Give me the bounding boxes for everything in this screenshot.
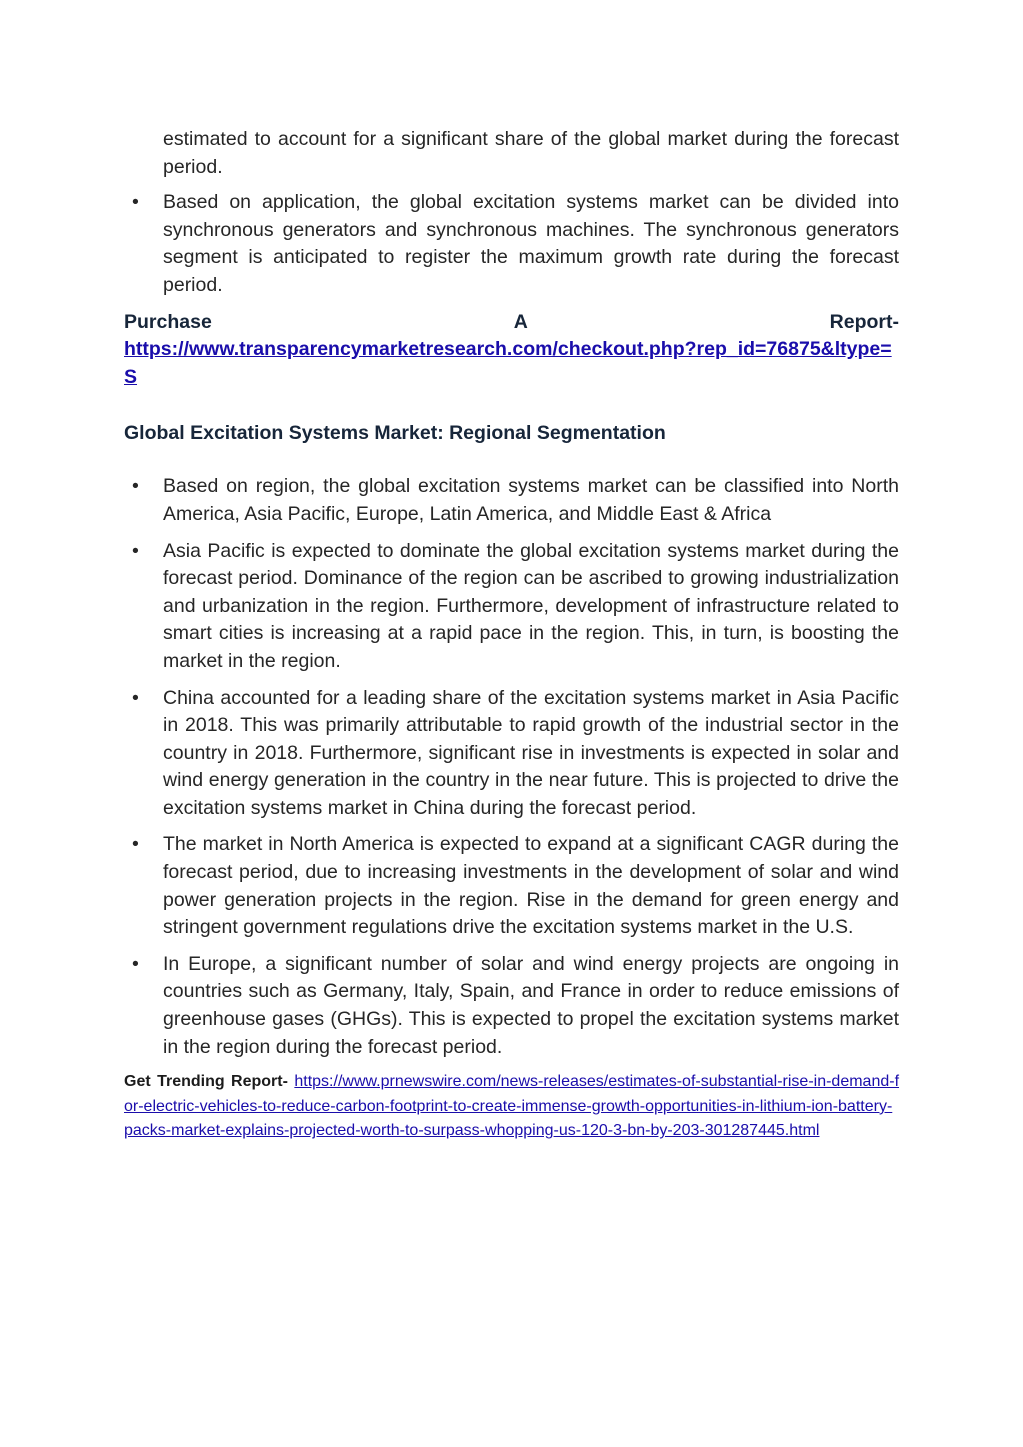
list-item — [124, 473, 899, 528]
bullet-icon: • — [132, 475, 139, 498]
bullet-icon: • — [132, 686, 139, 709]
purchase-word: Report- — [829, 310, 899, 333]
intro-continuation-text: estimated to account for a significant share of the global market during the forecast period. — [163, 128, 899, 178]
bullet-text: Based on region, the global excitation systems market can be classified into North America, Asia Pacific, Europe, Latin America, and Middle East & Africa — [163, 475, 899, 525]
bullet-icon: • — [132, 191, 139, 214]
list-item — [124, 685, 899, 823]
list-item — [124, 189, 899, 299]
document-page — [124, 126, 899, 1144]
section-heading: Global Excitation Systems Market: Regional Segmentation — [124, 422, 666, 445]
bullet-text: Based on application, the global excitation systems market can be divided into synchronous generators and synchronous machines. The synchronous generators segment is anticipated to register the maximum growth rate during the forecast period. — [163, 191, 899, 296]
purchase-report-block — [124, 309, 899, 392]
list-item — [124, 538, 899, 676]
purchase-label-row — [124, 309, 899, 337]
bullet-text: The market in North America is expected to expand at a significant CAGR during the forecast period, due to increasing investments in the development of solar and wind power generation projects in the region. Rise in the demand for green energy and stringent government regulations drive the excitation systems market in the U.S. — [163, 833, 899, 939]
application-bullet-list — [124, 189, 899, 299]
bullet-text: Asia Pacific is expected to dominate the global excitation systems market during the forecast period. Dominance of the region can be ascribed to growing industrialization and urbanization in the region. Furthermore, development of infrastructure related to smart cities is increasing at a rapid pace in the region. This, in turn, is boosting the market in the region. — [163, 539, 899, 672]
regional-bullet-list — [124, 473, 899, 1061]
bullet-icon: • — [132, 833, 139, 856]
bullet-icon: • — [132, 952, 139, 975]
bullet-text: China accounted for a leading share of the excitation systems market in Asia Pacific in 2018. This was primarily attributable to rapid growth of the industrial sector in the country in 2018. Furthermore, significant rise in investments is expected in solar and wind energy generation in the country in the near future. This is projected to drive the excitation systems market in China during the forecast period. — [163, 686, 899, 819]
bullet-text: In Europe, a significant number of solar and wind energy projects are ongoing in countries such as Germany, Italy, Spain, and France in order to reduce emissions of greenhouse gases (GHGs). This is expected to propel the excitation systems market in the region during the forecast period. — [163, 952, 899, 1058]
trending-report-block — [124, 1070, 899, 1144]
trending-report-link[interactable]: https://www.prnewswire.com/news-releases/estimates-of-substantial-rise-in-demand-for-electric-vehicles-to-reduce-carbon-footprint-to-create-immense-growth-opportunities-in-lithium-ion-battery-packs-market-explains-projected-worth-to-surpass-whopping-us-120-3-bn-by-203-301287445.html — [124, 1073, 900, 1140]
purchase-word: A — [513, 310, 528, 333]
purchase-word: Purchase — [124, 310, 212, 333]
list-item — [124, 951, 899, 1061]
list-item — [124, 831, 899, 941]
bullet-icon: • — [132, 539, 139, 562]
purchase-report-link[interactable]: https://www.transparencymarketresearch.com/checkout.php?rep_id=76875&ltype=S — [124, 338, 892, 388]
trending-report-label: Get Trending Report- — [124, 1073, 288, 1091]
